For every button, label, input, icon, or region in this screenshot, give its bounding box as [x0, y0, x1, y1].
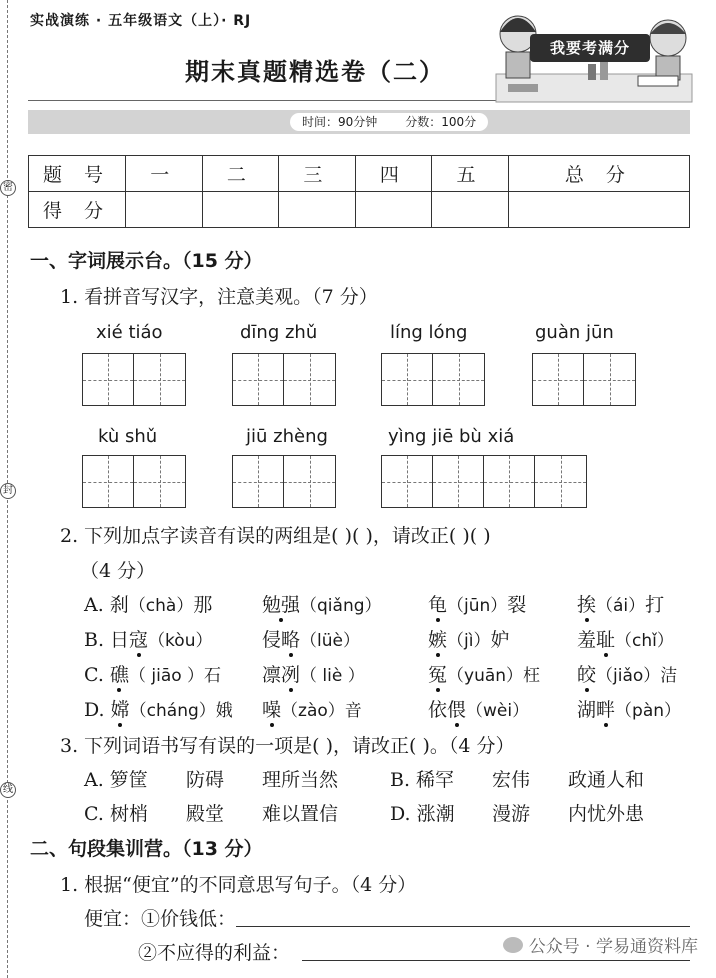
option-c-word: C. 树梢	[84, 803, 148, 825]
option-b: B. 日寇（kòu）	[84, 629, 213, 651]
option-b-word: 嫉（jì）妒	[428, 629, 510, 651]
option-a-word: A. 箩筐	[84, 769, 148, 791]
section-2-title: 二、句段集训营。（13 分）	[30, 838, 263, 860]
page-title: 期末真题精选卷（二）	[185, 58, 445, 86]
question-1-2-score: （4 分）	[80, 560, 156, 582]
writing-grid[interactable]	[82, 353, 186, 406]
exam-time: 时间：90分钟	[302, 115, 378, 129]
pinyin-label: guàn jūn	[535, 322, 614, 343]
badge-label: 我要考满分	[530, 34, 650, 62]
writing-grid[interactable]	[381, 455, 587, 508]
option-c-word: 皎（jiǎo）洁	[577, 664, 678, 686]
answer-line[interactable]	[236, 926, 690, 927]
question-1-3: 3. 下列词语书写有误的一项是( )，请改正( )。（4 分）	[60, 735, 515, 757]
pinyin-label: kù shǔ	[98, 426, 158, 447]
meaning-1-label: 便宜：①价钱低：	[84, 908, 237, 930]
option-d-word: 噪（zào）音	[262, 699, 362, 721]
score-header-cell: 四	[355, 156, 432, 192]
option-b-word: B. 稀罕	[390, 769, 455, 791]
score-input-cell[interactable]	[126, 192, 203, 228]
option-a-word: 龟（jūn）裂	[428, 594, 527, 616]
writing-grid[interactable]	[532, 353, 636, 406]
score-table	[28, 155, 690, 228]
score-header-cell: 三	[279, 156, 356, 192]
score-input-cell[interactable]	[202, 192, 279, 228]
score-header-cell: 二	[202, 156, 279, 192]
score-input-cell[interactable]	[432, 192, 509, 228]
option-d-word: 内忧外患	[568, 803, 645, 825]
binding-mark-xian: 线	[0, 782, 16, 798]
question-2-1: 1. 根据“便宜”的不同意思写句子。（4 分）	[60, 874, 417, 896]
section-1-title: 一、字词展示台。（15 分）	[30, 250, 263, 272]
writing-grid[interactable]	[381, 353, 485, 406]
answer-line[interactable]	[302, 960, 690, 961]
option-b-word: 羞耻（chǐ）	[577, 629, 674, 651]
score-input-cell[interactable]	[508, 192, 689, 228]
option-a-word: 防碍	[186, 769, 225, 791]
score-header-cell: 总 分	[508, 156, 689, 192]
writing-grid[interactable]	[232, 353, 336, 406]
binding-mark-feng: 封	[0, 483, 16, 499]
option-c-word: 殿堂	[186, 803, 225, 825]
writing-grid[interactable]	[232, 455, 336, 508]
option-b-word: 宏伟	[492, 769, 531, 791]
score-header-cell: 一	[126, 156, 203, 192]
option-a-word: 挨（ái）打	[577, 594, 665, 616]
writing-grid[interactable]	[82, 455, 186, 508]
binding-mark-mi: 密	[0, 180, 16, 196]
pinyin-label: líng lóng	[390, 322, 468, 343]
score-input-cell[interactable]	[355, 192, 432, 228]
question-1-1: 1. 看拼音写汉字，注意美观。（7 分）	[60, 286, 378, 308]
option-c-word: 凛冽（ liè ）	[262, 664, 365, 686]
watermark: 公众号 · 学易通资料库	[503, 932, 698, 957]
option-d: D. 嫦（cháng）娥	[84, 699, 233, 721]
score-row-label: 得 分	[29, 192, 126, 228]
pinyin-label: dīng zhǔ	[240, 322, 318, 343]
option-a-word: 理所当然	[262, 769, 339, 791]
score-header-cell: 五	[432, 156, 509, 192]
score-input-cell[interactable]	[279, 192, 356, 228]
meaning-2-label: ②不应得的利益：	[138, 942, 291, 964]
option-d-word: 湖畔（pàn）	[577, 699, 682, 721]
pinyin-label: yìng jiē bù xiá	[388, 426, 515, 447]
exam-info	[290, 113, 488, 131]
option-a: A. 刹（chà）那	[84, 594, 213, 616]
score-header-cell: 题 号	[29, 156, 126, 192]
pinyin-label: xié tiáo	[96, 322, 163, 343]
option-c-word: 难以置信	[262, 803, 339, 825]
option-d-word: 依偎（wèi）	[428, 699, 530, 721]
question-1-2: 2. 下列加点字读音有误的两组是( )( )，请改正( )( )	[60, 525, 491, 547]
option-d-word: 漫游	[492, 803, 531, 825]
series-label: 实战演练 · 五年级语文（上）· RJ	[30, 13, 252, 29]
option-a-word: 勉强（qiǎng）	[262, 594, 382, 616]
option-b-word: 侵略（lüè）	[262, 629, 360, 651]
option-d-word: D. 涨潮	[390, 803, 455, 825]
option-c: C. 礁（ jiāo ）石	[84, 664, 222, 686]
exam-score: 分数：100分	[405, 115, 477, 129]
wechat-icon	[503, 937, 523, 953]
pinyin-label: jiū zhèng	[246, 426, 328, 447]
option-b-word: 政通人和	[568, 769, 645, 791]
option-c-word: 冤（yuān）枉	[428, 664, 541, 686]
